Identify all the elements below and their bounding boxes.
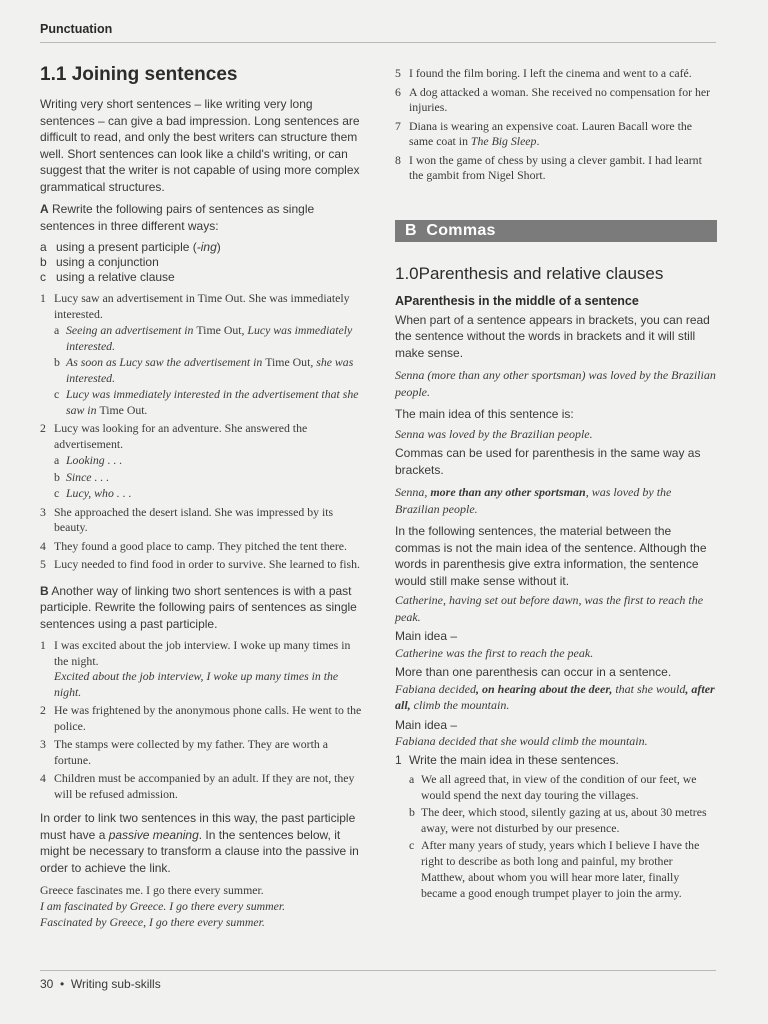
subsection-heading: 1.0 Parenthesis and relative clauses (395, 263, 664, 283)
task-sentences (395, 771, 717, 901)
example-sentence: I am fascinated by Greece. I go there every summer. (40, 899, 286, 913)
task-instruction: 1 Write the main idea in these sentences. (395, 752, 619, 767)
list-item: 5 I found the film boring. I left the cinema and went to a café. (395, 66, 692, 80)
example-answer: Excited about the job interview, I woke up many times in the night. (54, 669, 339, 699)
section-banner: B Commas (395, 220, 717, 242)
paragraph: The main idea of this sentence is: (395, 407, 574, 421)
list-item: 1 Lucy saw an advertisement in Time Out. She was immediately interested. a Seeing an advertisement in Time Out, Lucy was immediately interested. b As soon as Lucy saw the advertisement in Time Out, she was interested. c Lucy was immediately interested in the advertisement that she saw in Time Out. (40, 291, 359, 417)
option-item: a using a present participle (-ing) (40, 240, 221, 254)
paragraph: Commas can be used for parenthesis in the same way as brackets. (395, 446, 701, 477)
option-item: c using a relative clause (40, 270, 175, 284)
example-sentence: Catherine was the first to reach the peak. (395, 645, 594, 660)
page-footer (40, 970, 716, 991)
list-item: 6 A dog attacked a woman. She received no compensation for her injuries. (395, 84, 711, 114)
exercise-a-list (40, 291, 362, 573)
list-item: 4 They found a good place to camp. They pitched the tent there. (40, 538, 347, 553)
list-item: 5 Lucy needed to find food in order to survive. She learned to fish. (40, 557, 360, 571)
right-column (395, 66, 717, 901)
example-sentence: Fascinated by Greece, I go there every summer. (40, 915, 265, 929)
section-number: 1.1 (40, 64, 67, 85)
main-idea-label: Main idea – (395, 629, 458, 643)
option-list (40, 240, 362, 285)
list-item: 1 I was excited about the job interview. I woke up many times in the night. Excited about the job interview, I woke up many times in the night. (40, 638, 362, 700)
list-item: 2 He was frightened by the anonymous phone calls. He went to the police. (40, 703, 362, 733)
exercise-b-list (40, 638, 362, 802)
list-item: c After many years of study, years which I believe I have the right to describe as both long and painful, my brother Matthew, about whom you will hear more later, finally became a good enough trumpet player to join the army. (409, 838, 700, 900)
option-item: b using a conjunction (40, 255, 159, 269)
footer-bullet: • (60, 977, 65, 991)
intro-paragraph: Writing very short sentences – like writing very long sentences – can give a bad impression. Long sentences are difficult to read, and only the best writers can structure them well. Short sentences can look like a child's writing, or can suggest that the writer is not capable of using more complex grammatical structures. (40, 97, 360, 194)
list-item: 7 Diana is wearing an expensive coat. Lauren Bacall wore the same coat in The Big Sleep. (395, 118, 693, 148)
footer-title: Writing sub-skills (70, 977, 161, 991)
list-item: b The deer, which stood, silently gazing at us, about 30 metres away, were not disturbed by our presence. (409, 805, 707, 835)
example-sentence: Fabiana decided that she would climb the mountain. (395, 734, 648, 748)
paragraph: When part of a sentence appears in brackets, you can read the sentence without the words in brackets and it will still make sense. (395, 312, 710, 360)
exercise-continuation-list (395, 66, 717, 184)
list-item: 3 The stamps were collected by my father. They are worth a fortune. (40, 737, 328, 767)
list-item: 8 I won the game of chess by using a clever gambit. I had learnt the gambit from Nigel Short. (395, 152, 702, 182)
task-a-instruction (40, 201, 362, 234)
example-sentence: Senna (more than any other sportsman) was loved by the Brazilian people. (395, 368, 716, 399)
task-a-letter: A (40, 202, 49, 216)
paragraph: More than one parenthesis can occur in a sentence. (395, 665, 672, 679)
list-item: 2 Lucy was looking for an adventure. She answered the advertisement. a Looking . . . b Since . . . c Lucy, who . . . (40, 421, 308, 500)
example-sentence: Fabiana decided, on hearing about the deer, that she would, after all, climb the mountain. (395, 681, 715, 712)
section-title: Joining sentences (71, 64, 238, 85)
list-item: a We all agreed that, in view of the condition of our feet, we would spend the next day touring the villages. (409, 772, 697, 802)
example-sentence: Catherine, having set out before dawn, was the first to reach the peak. (395, 593, 704, 624)
task-b-instruction: B Another way of linking two short sentences is with a past participle. Rewrite the following pairs of sentences as single sentences using a past participle. (40, 583, 357, 631)
running-title: Punctuation (40, 22, 113, 36)
example-sentence: Greece fascinates me. I go there every summer. (40, 883, 264, 897)
footer-rule (40, 970, 716, 971)
main-idea-label: Main idea – (395, 717, 458, 732)
example-sentence: Senna, more than any other sportsman, was loved by the Brazilian people. (395, 485, 672, 516)
subsection-subhead: A Parenthesis in the middle of a sentence (395, 293, 639, 308)
task-a-text: Rewrite the following pairs of sentences as single sentences in three different ways: (40, 202, 315, 233)
page-header (40, 22, 716, 43)
participle-paragraph: In order to link two sentences in this way, the past participle must have a passive meaning. In the sentences below, it might be necessary to transform a clause into the passive in order to achieve the link. (40, 811, 359, 875)
footer-text (40, 977, 716, 991)
list-item: 4 Children must be accompanied by an adult. If they are not, they will be refused admission. (40, 771, 355, 801)
example-sentence: Senna was loved by the Brazilian people. (395, 426, 593, 441)
page-number: 30 (40, 977, 54, 991)
header-rule (40, 42, 716, 43)
section-heading (40, 64, 362, 86)
list-item: 3 She approached the desert island. She was impressed by its beauty. (40, 504, 334, 534)
paragraph: In the following sentences, the material between the commas is not the main idea of the sentence. Although the words in parenthesis give extra information, the sentence would still make sense without it. (395, 524, 707, 588)
left-column (40, 64, 362, 930)
